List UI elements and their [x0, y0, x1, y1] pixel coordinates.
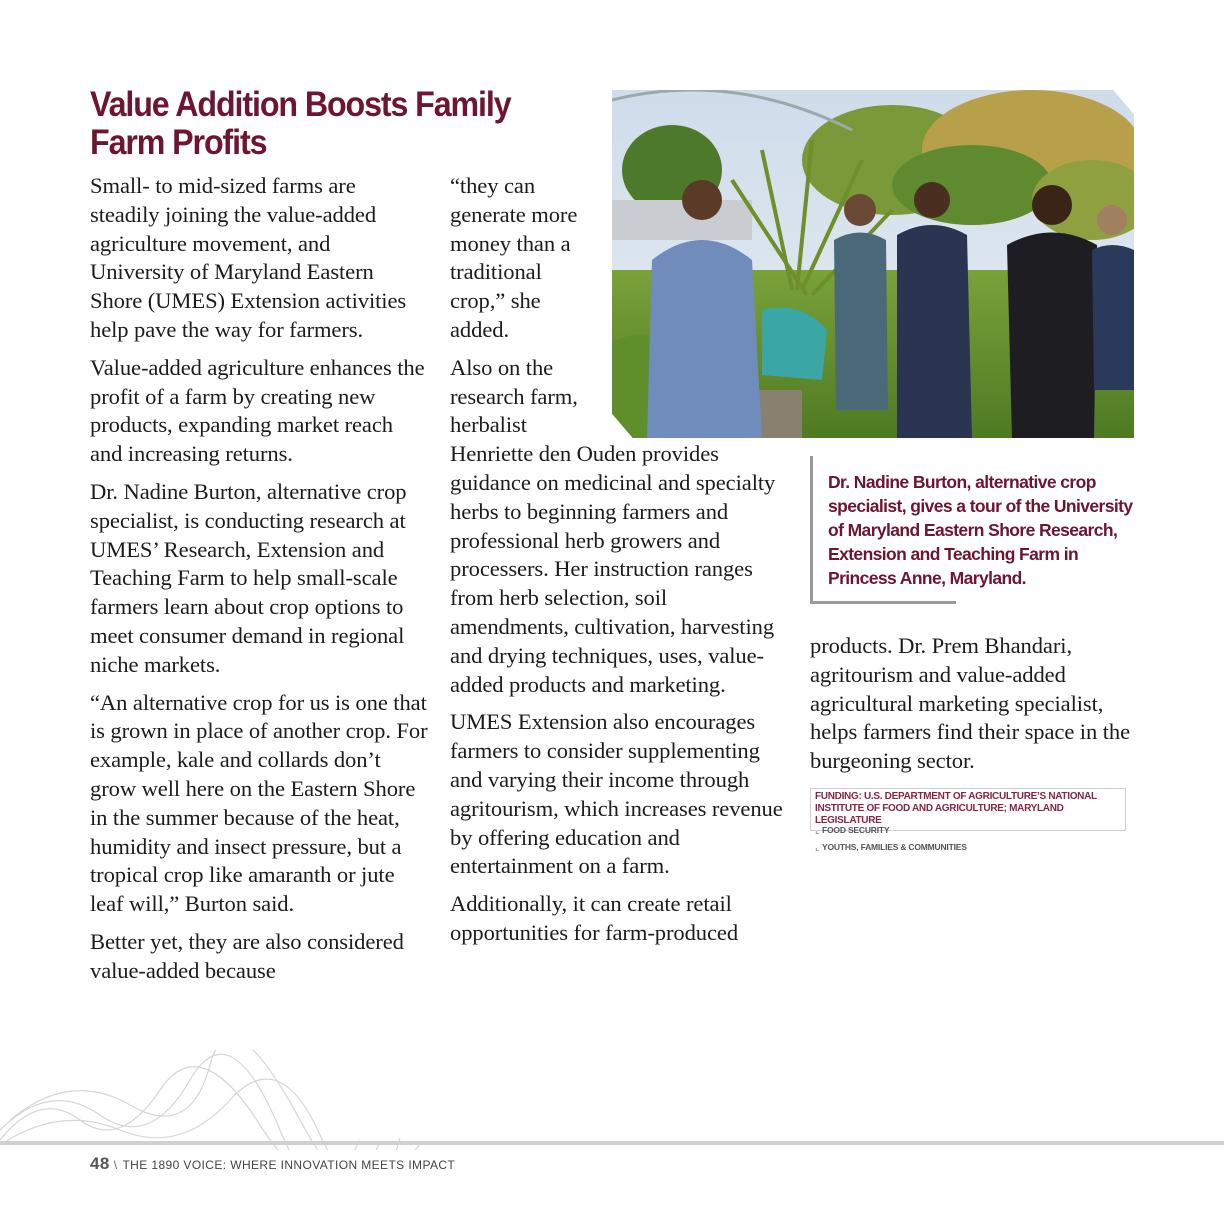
- funding-note: FUNDING: U.S. DEPARTMENT OF AGRICULTURE’S NATIONAL INSTITUTE OF FOOD AND AGRICULTURE; MARYLAND LEGISLATURE: [810, 788, 1126, 831]
- footer-rule: [0, 1141, 1224, 1145]
- body-paragraph: Small- to mid-sized farms are steadily joining the value-added agriculture movement, and University of Maryland Eastern Shore (UMES) Extension activities help pave the way for farmers.: [90, 173, 407, 342]
- topic-tag: [815, 822, 967, 839]
- body-paragraph: UMES Extension also encourages farmers to consider supplementing and varying their income through agritourism, which increases revenue by offering education and entertainment on a farm.: [450, 709, 783, 879]
- decorative-wave: [0, 1050, 1224, 1150]
- page-footer: [90, 1154, 455, 1174]
- body-paragraph: “they can generate more money than a traditional crop,” she added.: [450, 173, 578, 342]
- topic-tag-label: FOOD SECURITY: [822, 825, 890, 835]
- topic-tags: [815, 822, 967, 856]
- photo-caption: Dr. Nadine Burton, alternative crop specialist, gives a tour of the University of Maryland Eastern Shore Research, Extension and Teaching Farm in Princess Anne, Maryland.: [828, 472, 1133, 588]
- corner-arrow-icon: ⌞: [815, 825, 820, 835]
- article-title: Value Addition Boosts Family Farm Profits: [90, 85, 511, 162]
- topic-tag: [815, 839, 967, 856]
- caption-rule: [810, 601, 956, 604]
- body-column-1: [90, 172, 428, 995]
- body-paragraph: Value-added agriculture enhances the profit of a farm by creating new products, expanding market reach and increasing returns.: [90, 354, 425, 467]
- publication-title: THE 1890 VOICE: WHERE INNOVATION MEETS IMPACT: [122, 1158, 456, 1172]
- farm-tour-photo: [612, 90, 1134, 438]
- corner-arrow-icon: ⌞: [815, 842, 820, 852]
- page-number: 48: [90, 1154, 110, 1173]
- body-paragraph: Also on the research farm, herbalist: [450, 354, 578, 438]
- topic-tag-label: YOUTHS, FAMILIES & COMMUNITIES: [822, 842, 967, 852]
- footer-separator: \: [113, 1158, 118, 1172]
- body-paragraph: Henriette den Ouden provides guidance on medicinal and specialty herbs to beginning farmers and professional herb growers and processers. Her instruction ranges from herb selection, soil amendments, cultivation, harvesting and drying techniques, uses, value-added products and marketing.: [450, 441, 776, 697]
- body-paragraph: “An alternative crop for us is one that is grown in place of another crop. For example, kale and collards don’t grow well here on the Eastern Shore in the summer because of the heat, humidity and insect pressure, but a tropical crop like amaranth or jute leaf will,” Burton said.: [90, 689, 428, 917]
- body-paragraph: Additionally, it can create retail opportunities for farm-produced: [450, 891, 739, 945]
- body-column-3: [810, 632, 1140, 785]
- body-paragraph: Dr. Nadine Burton, alternative crop specialist, is conducting research at UMES’ Research, Extension and Teaching Farm to help small-scale farmers learn about crop options to meet consumer demand in regional niche markets.: [90, 478, 407, 677]
- body-paragraph: products. Dr. Prem Bhandari, agritourism and value-added agricultural marketing specialist, helps farmers find their space in the burgeoning sector.: [810, 633, 1131, 774]
- photo-caption-box: [810, 456, 1143, 604]
- body-paragraph: Better yet, they are also considered value-added because: [90, 928, 404, 983]
